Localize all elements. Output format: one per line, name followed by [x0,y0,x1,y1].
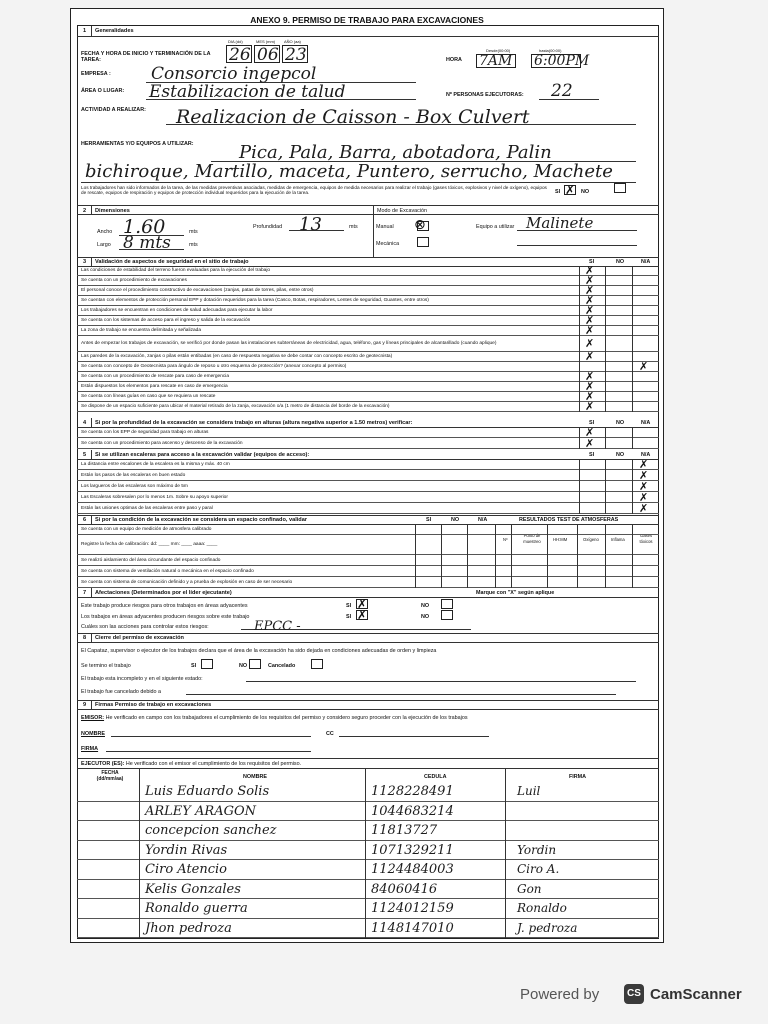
profundidad-value: 13 [299,214,322,235]
termino-si-checkbox[interactable] [201,659,213,669]
ejecutor-cedula: 1148147010 [371,920,454,936]
ancho-unit: mts [189,229,198,235]
manual-label: Manual [376,224,394,230]
ano-value: 23 [285,45,307,65]
col-firma-header: FIRMA [569,774,587,780]
s3-no-header: NO [616,259,625,265]
s5-row-1-text: La distancia entre escalones de la escalera es la misma y máx. 40 cm [81,461,230,467]
s3-row-10-na-mark: ✗ [639,360,649,373]
section-5-number: 5 [83,452,87,458]
s5-no-header: NO [616,452,625,458]
ejecutor-firma: J. pedroza [517,920,578,935]
s5-row-3-text: Los largueros de las escaleras son máximo de 5m [81,483,188,489]
manual-mark: ⊗ [414,217,426,233]
s3-row-12-si-mark: ✗ [585,380,595,393]
section-4-title: Si por la profundidad de la excavación se considera trabajo en alturas (altura negativa superior a 1.50 metros) verificar: [95,420,413,426]
s6-col-inflama: Inflama [611,537,625,542]
s5-na-header: N/A [641,452,651,458]
area-value: Estabilizacion de talud [149,82,346,102]
section-8-title: Cierre del permiso de excavación [95,635,184,641]
s3-row-12-text: Están dispuestos los elementos para rescate en caso de emergencia [81,384,228,389]
camscanner-logo-icon: CS [624,984,644,1004]
ejecutor-nombre: concepcion sanchez [145,823,277,838]
s6-col-hhmm: HH:MM [553,537,568,542]
s3-row-12 [77,382,659,392]
s5-row-4 [77,492,659,503]
ejecutor-firma: Gon [517,881,542,896]
section-3-title: Validación de aspectos de seguridad en el sitio de trabajo [95,259,249,265]
s3-row-5 [77,306,659,316]
s3-row-1 [77,266,659,276]
s6-checklist [77,524,659,596]
section-7-number: 7 [83,590,87,596]
s4-checklist [77,427,659,449]
s3-row-4-si-mark: ✗ [585,294,595,307]
termino-no-label: NO [239,663,248,669]
ejecutor-nombre: Jhon pedroza [145,920,232,936]
ejecutor-row [77,899,659,919]
ejecutores-table [77,782,659,939]
s4-row-1-si-mark: ✗ [585,426,595,439]
section-3-number: 3 [83,259,87,265]
s3-row-11-si-mark: ✗ [585,370,595,383]
section-7-title: Afectaciones (Determinados por el líder ejecutante) [95,590,232,596]
section-2-number: 2 [83,208,87,214]
modo-excavacion-label: Modo de Excavación [377,208,428,214]
ejecutor-nombre: Yordin Rivas [145,842,228,858]
dia-value: 26 [229,45,251,65]
emisor-cc-label: CC [326,731,334,737]
afectacion-1-text: Este trabajo produce riesgos para otros trabajos en áreas adyacentes [81,603,248,609]
s6-na-header: N/A [478,517,488,523]
desde-label: Desde(00:00) [486,48,511,53]
s6-row-4 [77,566,659,577]
mecanica-label: Mecánica [376,241,400,247]
largo-unit: mts [189,242,198,248]
profundidad-label: Profundidad [253,224,283,230]
ejecutor-nombre: Ronaldo guerra [145,901,248,916]
col-nombre-header: NOMBRE [243,774,267,780]
s3-row-10 [77,362,659,372]
s3-row-10-text: Se cuenta con concepto de Geotecnista para ángulo de reposo u otro esquema de protección? (anexar concepto al permiso) [81,364,347,369]
document-title: ANEXO 9. PERMISO DE TRABAJO PARA EXCAVACIONES [250,15,484,25]
section-2-title: Dimensiones [95,208,130,214]
s3-row-8-si-mark: ✗ [585,337,595,350]
s6-si-header: SI [426,517,432,523]
emisor-text: He verificado en campo con los trabajadores el cumplimiento de los requisitos del permiso y considero seguro proceder con la ejecución de los trabajos [105,715,468,721]
s6-col-oxigeno: Oxígeno [583,537,599,542]
ejecutor-nombre: Kelis Gonzales [145,881,241,897]
s6-row-3-text: Se realizó aislamiento del área circundante del espacio confinado [81,557,221,563]
section-1-title: Generalidades [95,28,134,34]
equipo-label: Equipo a utilizar [476,224,515,230]
incompleto-label: El trabajo esta incompleto y en el siguiente estado: [81,676,203,682]
s3-row-3-text: El personal conoce el procedimiento constructivo de excavaciones (zanjas, patas de torres, pilas, entre otros) [81,288,314,293]
largo-value: 8 mts [123,233,171,253]
herramientas-line-2: bichiroque, Martillo, maceta, Puntero, serrucho, Machete [85,161,613,182]
s5-si-header: SI [589,452,595,458]
section-9-number: 9 [83,702,87,708]
actividad-value: Realizacion de Caisson - Box Culvert [176,106,530,128]
s4-row-2 [77,438,659,449]
s6-row-3 [77,555,659,566]
section-6-title: Si por la condición de la excavación se considera un espacio confinado, validar [95,517,308,523]
informados-no-checkbox[interactable] [614,183,626,193]
s4-na-header: N/A [641,420,651,426]
afectacion-1-no-checkbox[interactable] [441,599,453,609]
s3-row-1-text: Las condiciones de estabilidad del terreno fueron evaluadas para la ejecución del trabajo [81,268,271,273]
s3-checklist [77,266,659,418]
s4-row-1 [77,427,659,438]
afectacion-1-si-label: SI [346,603,352,609]
s3-row-3 [77,286,659,296]
cancelado-checkbox[interactable] [311,659,323,669]
s6-row-5-text: Se cuenta con sistema de comunicación definido y a prueba de explosión en caso de ser necesario [81,579,293,585]
afectacion-2-text: Los trabajos en áreas adyacentes producen riesgos sobre este trabajo [81,614,250,620]
s5-row-3 [77,481,659,492]
ejecutor-cedula: 1124484003 [371,862,454,877]
termino-si-label: SI [191,663,197,669]
permit-document [70,8,664,943]
ejecutor-row [77,919,659,939]
col-cedula-header: CEDULA [424,774,447,780]
afectacion-2-si-mark: ✗ [357,608,368,622]
ejecutor-row [77,782,659,802]
camscanner-brand-text: CamScanner [650,986,742,1003]
s5-row-2 [77,470,659,481]
s5-row-5 [77,503,659,514]
section-9-title: Firmas Permiso de trabajo en excavaciones [95,702,212,708]
s3-row-9-si-mark: ✗ [585,350,595,363]
equipo-value: Malinete [526,214,594,232]
ejecutor-row [77,880,659,900]
s3-row-7 [77,326,659,336]
ejecutor-firma: Yordin [517,842,557,857]
s3-row-5-si-mark: ✗ [585,304,595,317]
s5-row-2-text: Están los pasos de las escaleras en buen estado [81,472,186,478]
cierre-declaracion: El Capataz, supervisor o ejecutor de los trabajos declara que el área de la excavación ha sido dejada en condiciones adecuadas de orden y limpieza [81,648,437,654]
ejecutor-cedula: 1124012159 [371,901,454,916]
afectacion-1-si-mark: ✗ [357,597,368,611]
s3-row-4 [77,296,659,306]
ejecutor-firma: Luil [517,784,541,798]
s6-row-2 [77,535,659,555]
empresa-label: EMPRESA : [81,71,111,77]
mes-value: 06 [257,45,279,65]
empresa-value: Consorcio ingepcol [151,64,317,84]
informados-si-mark: ✗ [565,183,576,197]
ejecutor-text: He verificado con el emisor el cumplimiento de los requisitos del permiso. [125,761,302,767]
s3-row-6-text: Se cuenta con los sistemas de acceso para el ingreso y salida de la excavación [81,318,251,323]
termino-no-checkbox[interactable] [249,659,261,669]
s6-row-2-text: Registre la fecha de calibración: dd: ____ mm: ____ aaaa: ____ [81,542,218,547]
ejecutor-row [77,821,659,841]
s5-row-5-na-mark: ✗ [639,502,649,515]
afectacion-3-text: Cuáles son las acciones para controlar estos riesgos: [81,624,209,630]
largo-label: Largo [97,242,111,248]
s3-row-8-text: Antes de empezar los trabajos de excavación, se verificó por donde pasan las instalaciones subterráneas de electricidad, agua, teléfono, gas y líneas principales de alcantarillado (cuando aplique) [81,341,497,346]
termino-label: Se termino el trabajo [81,663,131,669]
s3-row-2-text: Se cuenta con un procedimiento de excavaciones [81,278,187,283]
s5-row-1 [77,459,659,470]
s3-row-1-si-mark: ✗ [585,264,595,277]
dia-label: DIA (dd) [228,39,243,44]
s3-row-13-text: Se cuenta con líneas guías en caso que se requiera un rescate [81,394,216,399]
hora-label: HORA [446,57,462,63]
s3-row-2 [77,276,659,286]
ejecutor-nombre: Luis Eduardo Solis [145,784,270,799]
section-1-number: 1 [83,28,87,34]
s6-col-punto: Punto de muestreo [523,533,541,544]
acciones-value: EPCC - [254,619,301,634]
hora-desde: 7AM [479,53,513,69]
s6-no-header: NO [451,517,460,523]
camscanner-footer [520,982,760,1010]
hora-hasta: 6:00PM [534,53,590,69]
profundidad-unit: mts [349,224,358,230]
informados-no-label: NO [581,189,590,195]
ejecutor-cedula: 1071329211 [371,842,454,858]
marque-text: Marque con "X" según aplique [476,590,555,596]
s4-no-header: NO [616,420,625,426]
ejecutor-row [77,841,659,861]
emisor-label: EMISOR: [81,715,105,721]
s3-row-5-text: Los trabajadores se encuentran en condiciones de salud adecuadas para ejecutar la labor [81,308,273,313]
s3-row-3-si-mark: ✗ [585,284,595,297]
s3-row-14 [77,402,659,412]
hasta-label: hasta(00:00) [539,48,562,53]
cancelado-debido-label: El trabajo fue cancelado debido a [81,689,162,695]
s3-row-2-si-mark: ✗ [585,274,595,287]
s5-row-5-text: Están las uniones optimas de las escaleras entre paso y paral [81,505,213,511]
s3-row-4-text: Se cuentan con elementos de protección personal EPP y dotación requeridos para la tarea (Casco, Botas, respiradores, Lentes de seguridad, Guantes, entre otros) [81,298,429,303]
ejecutor-cedula: 11813727 [371,823,438,838]
s6-row-1 [77,524,659,535]
ejecutor-firma: Ciro A. [517,862,560,876]
s5-row-1-na-mark: ✗ [639,458,649,471]
s6-row-1-text: Se cuenta con un equipo de medición de atmosfera calibrado [81,526,212,532]
resultados-test-header: RESULTADOS TEST DE ATMOSFERAS [519,517,619,523]
herramientas-line-1: Pica, Pala, Barra, abotadora, Palin [239,142,552,163]
section-5-title: Si se utilizan escaleras para acceso a la excavación validar (equipos de acceso): [95,452,310,458]
informados-text: Los trabajadores han sido informados de la tarea, de las medidas preventivas asociadas, medidas de emergencia, equipos de medida necesarios para realizar el trabajo (gases tóxicos, explosivos y nivel de oxígeno), equipos de rescate, equipos de respiración y equipos de protección individual requeridos para la ejecución de la tarea. [81,185,547,196]
s6-row-5 [77,577,659,588]
s3-row-13 [77,392,659,402]
s3-na-header: N/A [641,259,651,265]
s3-row-7-si-mark: ✗ [585,324,595,337]
s4-row-2-text: Se cuenta con un procedimiento para ascenso y descenso de la excavación [81,440,243,446]
ejecutor-cedula: 1044683214 [371,803,454,819]
powered-by-text: Powered by [520,986,600,1003]
s3-row-9-text: Las paredes de la excavación, zanjas o pilas están entibadas (en caso de respuesta negativa se debe contar con concepto escrito de geotecnista) [81,354,393,359]
section-8-number: 8 [83,635,87,641]
s6-row-4-text: Se cuenta con sistema de ventilación natural o mecánica en el espacio confinado [81,568,254,574]
s3-row-11 [77,372,659,382]
ejecutor-row [77,802,659,822]
fecha-label: FECHA Y HORA DE INICIO Y TERMINACIÓN DE LA TAREA: [81,51,211,63]
herramientas-label: HERRAMIENTAS Y/O EQUIPOS A UTILIZAR: [81,141,194,147]
s5-row-4-text: Las Escaleras sobresalen por lo menos 1m. Sobre su apoyo superior [81,494,228,500]
personas-value: 22 [551,81,573,101]
ejecutor-nombre: Ciro Atencio [145,862,227,877]
area-label: ÁREA O LUGAR: [81,88,125,94]
s6-col-n: Nº [503,537,508,542]
ancho-label: Ancho [97,229,113,235]
col-fecha-header: FECHA (dd/mm/aa) [96,770,124,782]
s3-row-14-si-mark: ✗ [585,400,595,413]
ejecutor-cedula: 84060416 [371,881,438,897]
mes-label: MES (mm) [256,39,276,44]
ejecutor-row [77,860,659,880]
s3-row-11-text: Se cuenta con un procedimiento de rescate para caso de emergencia [81,374,229,379]
section-4-number: 4 [83,420,87,426]
section-6-number: 6 [83,517,87,523]
personas-label: Nº PERSONAS EJECUTORAS: [446,92,524,98]
informados-si-label: SI [555,189,561,195]
s4-row-2-si-mark: ✗ [585,437,595,450]
ano-label: AÑO (aa) [284,39,301,44]
ejecutor-cedula: 1128228491 [371,784,454,799]
afectacion-1-no-label: NO [421,603,430,609]
ancho-value: 1.60 [123,216,166,238]
s5-row-3-na-mark: ✗ [639,480,649,493]
s4-row-1-text: Se cuenta con los EPP de seguridad para trabajo en alturas [81,429,209,435]
s5-row-2-na-mark: ✗ [639,469,649,482]
actividad-label: ACTIVIDAD A REALIZAR: [81,107,146,113]
s5-checklist [77,459,659,514]
s3-row-9 [77,352,659,362]
ejecutor-firma: Ronaldo [517,901,567,915]
afectacion-2-no-checkbox[interactable] [441,610,453,620]
s5-row-4-na-mark: ✗ [639,491,649,504]
afectacion-2-no-label: NO [421,614,430,620]
mecanica-checkbox[interactable] [417,237,429,247]
afectacion-2-si-label: SI [346,614,352,620]
ejecutor-nombre: ARLEY ARAGON [145,803,256,819]
s3-row-8 [77,336,659,352]
s3-row-6 [77,316,659,326]
cancelado-label: Cancelado [268,663,296,669]
s3-row-14-text: Se dispone de un espacio suficiente para ubicar el material retirado de la zanja, excavación o/a (1 metro de distancia del borde de la excavación) [81,404,390,409]
emisor-firma-label: FIRMA [81,746,99,752]
s3-si-header: SI [589,259,595,265]
s6-col-gases: Gases tóxicos [639,533,653,544]
s3-row-7-text: La zona de trabajo se encuentra delimitada y señalizada [81,328,202,333]
s3-row-13-si-mark: ✗ [585,390,595,403]
emisor-nombre-label: NOMBRE [81,731,105,737]
s4-si-header: SI [589,420,595,426]
s3-row-6-si-mark: ✗ [585,314,595,327]
ejecutor-label: EJECUTOR (ES): [81,761,125,767]
